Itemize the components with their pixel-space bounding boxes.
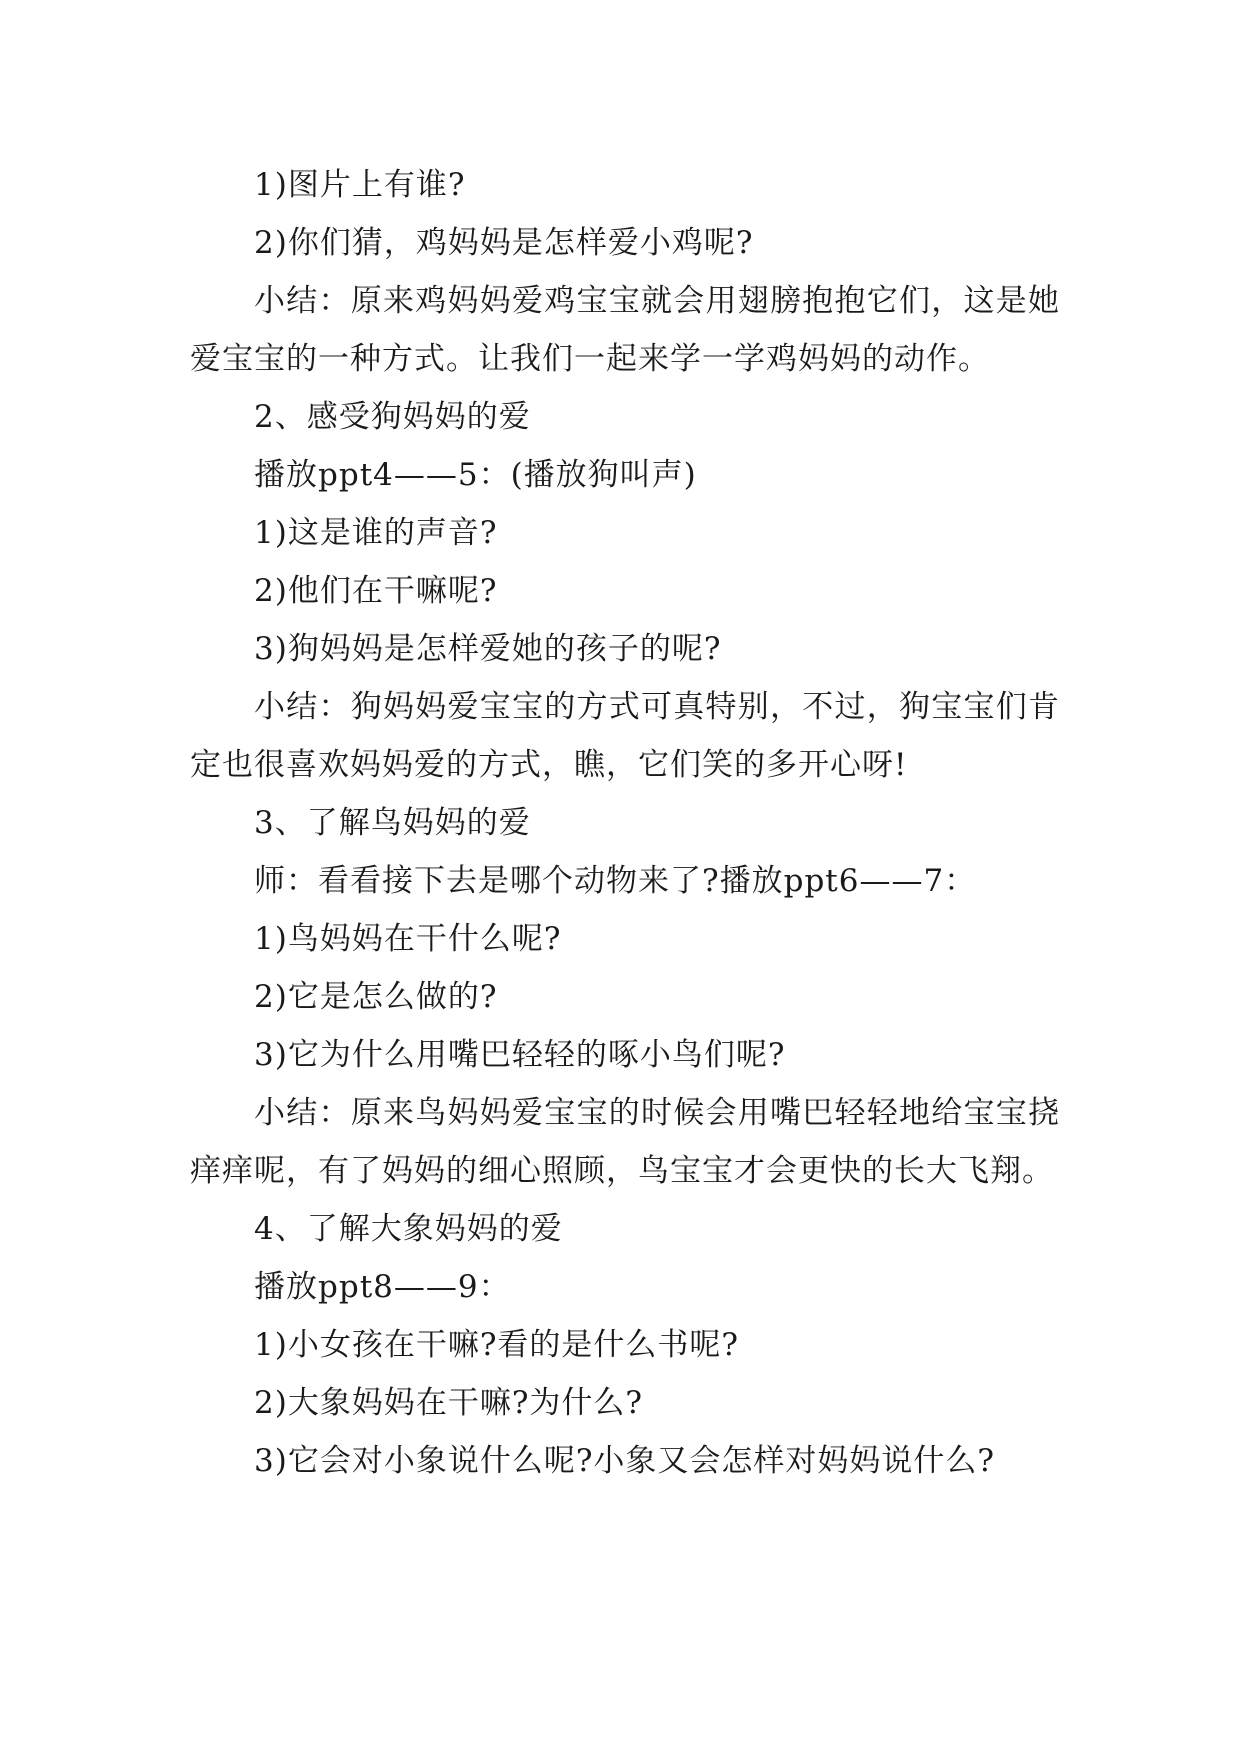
summary-paragraph: 小结：原来鸡妈妈爱鸡宝宝就会用翅膀抱抱它们，这是她爱宝宝的一种方式。让我们一起来学一学鸡妈妈的动作。: [190, 283, 1060, 377]
section-heading: 2、感受狗妈妈的爱: [254, 399, 531, 435]
question-line: 2)它是怎么做的?: [254, 979, 498, 1015]
question-line: 2)你们猜，鸡妈妈是怎样爱小鸡呢?: [254, 225, 754, 261]
instruction-line: 播放ppt4——5：(播放狗叫声): [254, 457, 697, 493]
question-line: 1)小女孩在干嘛?看的是什么书呢?: [254, 1327, 740, 1363]
summary-paragraph: 小结：原来鸟妈妈爱宝宝的时候会用嘴巴轻轻地给宝宝挠痒痒呢，有了妈妈的细心照顾，鸟宝宝才会更快的长大飞翔。: [190, 1095, 1060, 1189]
question-line: 1)鸟妈妈在干什么呢?: [254, 921, 562, 957]
instruction-line: 师：看看接下去是哪个动物来了?播放ppt6——7：: [254, 863, 977, 899]
section-heading: 4、了解大象妈妈的爱: [254, 1211, 563, 1247]
question-line: 1)这是谁的声音?: [254, 515, 498, 551]
question-line: 1)图片上有谁?: [254, 167, 466, 203]
summary-paragraph: 小结：狗妈妈爱宝宝的方式可真特别，不过，狗宝宝们肯定也很喜欢妈妈爱的方式，瞧，它们笑的多开心呀!: [190, 689, 1060, 783]
question-line: 3)狗妈妈是怎样爱她的孩子的呢?: [254, 631, 722, 667]
instruction-line: 播放ppt8——9：: [254, 1269, 511, 1305]
question-line: 2)他们在干嘛呢?: [254, 573, 498, 609]
document-body: [190, 156, 1060, 1490]
section-heading: 3、了解鸟妈妈的爱: [254, 805, 531, 841]
question-line: 3)它会对小象说什么呢?小象又会怎样对妈妈说什么?: [254, 1443, 996, 1479]
question-line: 3)它为什么用嘴巴轻轻的啄小鸟们呢?: [254, 1037, 786, 1073]
question-line: 2)大象妈妈在干嘛?为什么?: [254, 1385, 644, 1421]
